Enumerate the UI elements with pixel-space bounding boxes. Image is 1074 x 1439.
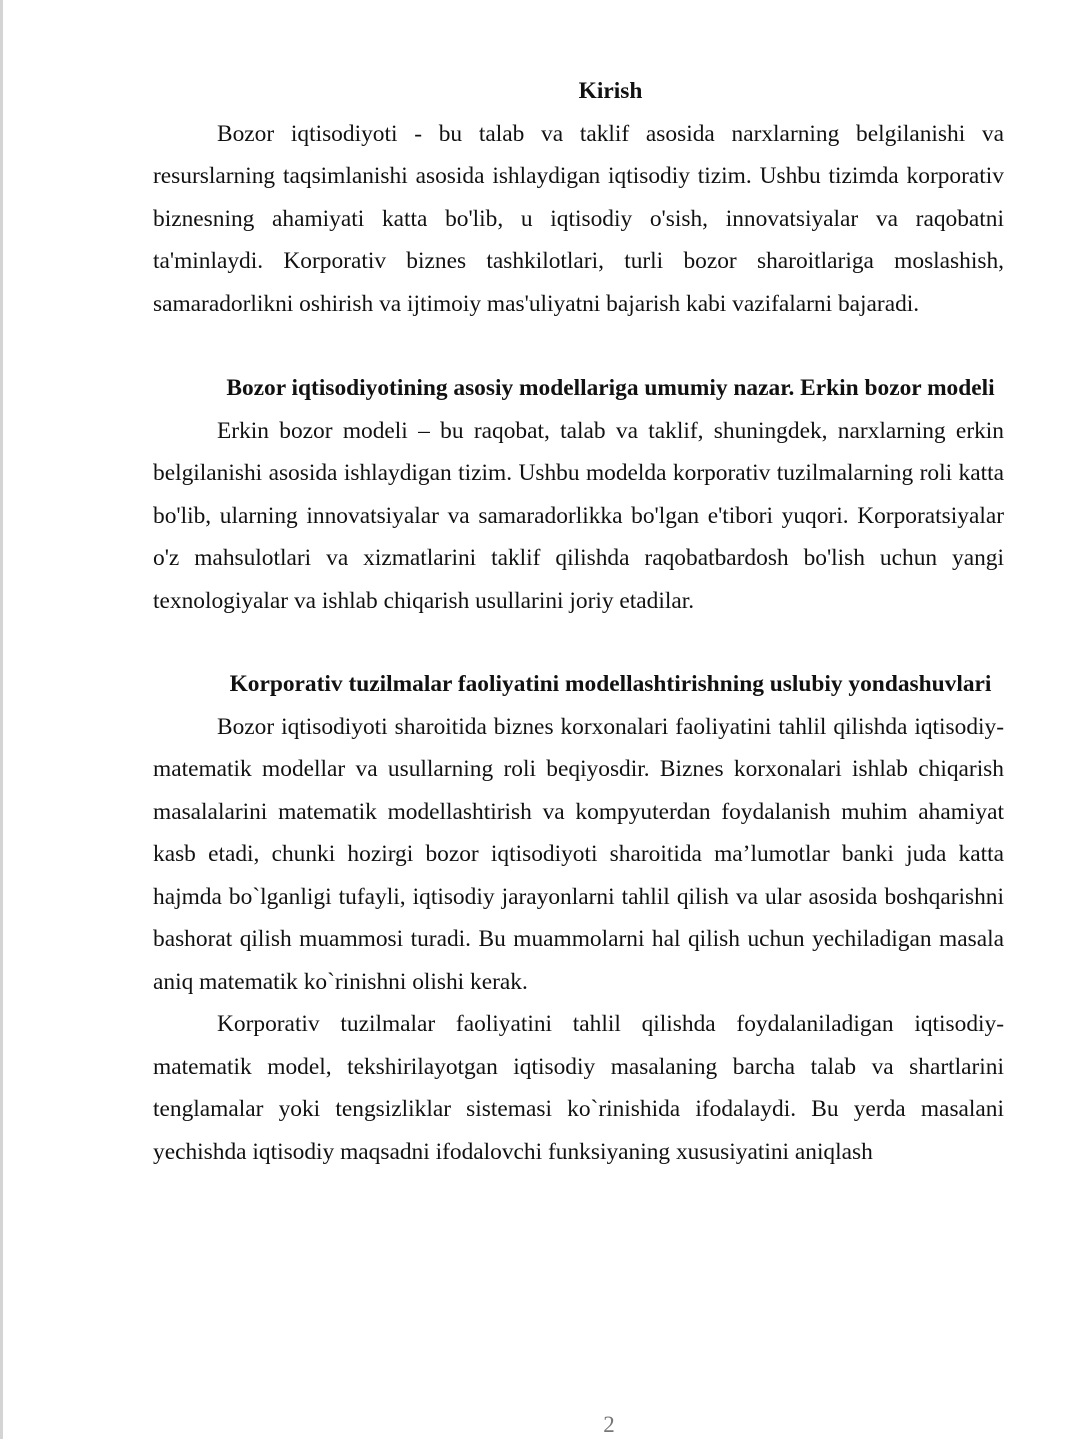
section-heading-methodology: Korporativ tuzilmalar faoliyatini modellashtirishning uslubiy yondashuvlari <box>229 671 992 697</box>
section-heading-free-market: Bozor iqtisodiyotining asosiy modellariga umumiy nazar. Erkin bozor modeli <box>226 375 995 401</box>
page-edge-shadow <box>0 0 3 1439</box>
page-number: 2 <box>603 1412 615 1437</box>
document-page <box>153 70 1004 1173</box>
methodology-paragraph-1: Bozor iqtisodiyoti sharoitida biznes korxonalari faoliyatini tahlil qilishda iqtisodiy-matematik modellar va usullarning roli beqiyosdir. Biznes korxonalari ishlab chiqarish masalalarini matematik modellashtirish va kompyuterdan foydalanish muhim ahamiyat kasb etadi, chunki hozirgi bozor iqtisodiyoti sharoitida ma’lumotlar banki juda katta hajmda bo`lganligi tufayli, iqtisodiy jarayonlarni tahlil qilish va ular asosida boshqarishni bashorat qilish muammosi turadi. Bu muammolarni hal qilish uchun yechiladigan masala aniq matematik ko`rinishni olishi kerak. <box>153 713 1004 995</box>
intro-paragraph: Bozor iqtisodiyoti - bu talab va taklif asosida narxlarning belgilanishi va resurslarning taqsimlanishi asosida ishlaydigan iqtisodiy tizim. Ushbu tizimda korporativ biznesning ahamiyati katta bo'lib, u iqtisodiy o'sish, innovatsiyalar va raqobatni ta'minlaydi. Korporativ biznes tashkilotlari, turli bozor sharoitlariga moslashish, samaradorlikni oshirish va ijtimoiy mas'uliyatni bajarish kabi vazifalarni bajaradi. <box>153 120 1004 317</box>
intro-heading: Kirish <box>578 78 643 104</box>
methodology-paragraph-2: Korporativ tuzilmalar faoliyatini tahlil qilishda foydalaniladigan iqtisodiy-matematik model, tekshirilayotgan iqtisodiy masalaning barcha talab va shartlarini tenglamalar yoki tengsizliklar sistemasi ko`rinishida ifodalaydi. Bu yerda masalani yechishda iqtisodiy maqsadni ifodalovchi funksiyaning xususiyatini aniqlash <box>153 1011 1004 1165</box>
free-market-paragraph: Erkin bozor modeli – bu raqobat, talab va taklif, shuningdek, narxlarning erkin belgilanishi asosida ishlaydigan tizim. Ushbu modelda korporativ tuzilmalarning roli katta bo'lib, ularning innovatsiyalar va samaradorlikka bo'lgan e'tibori yuqori. Korporatsiyalar o'z mahsulotlari va xizmatlarini taklif qilishda raqobatbardosh bo'lish uchun yangi texnologiyalar va ishlab chiqarish usullarini joriy etadilar. <box>153 417 1004 614</box>
